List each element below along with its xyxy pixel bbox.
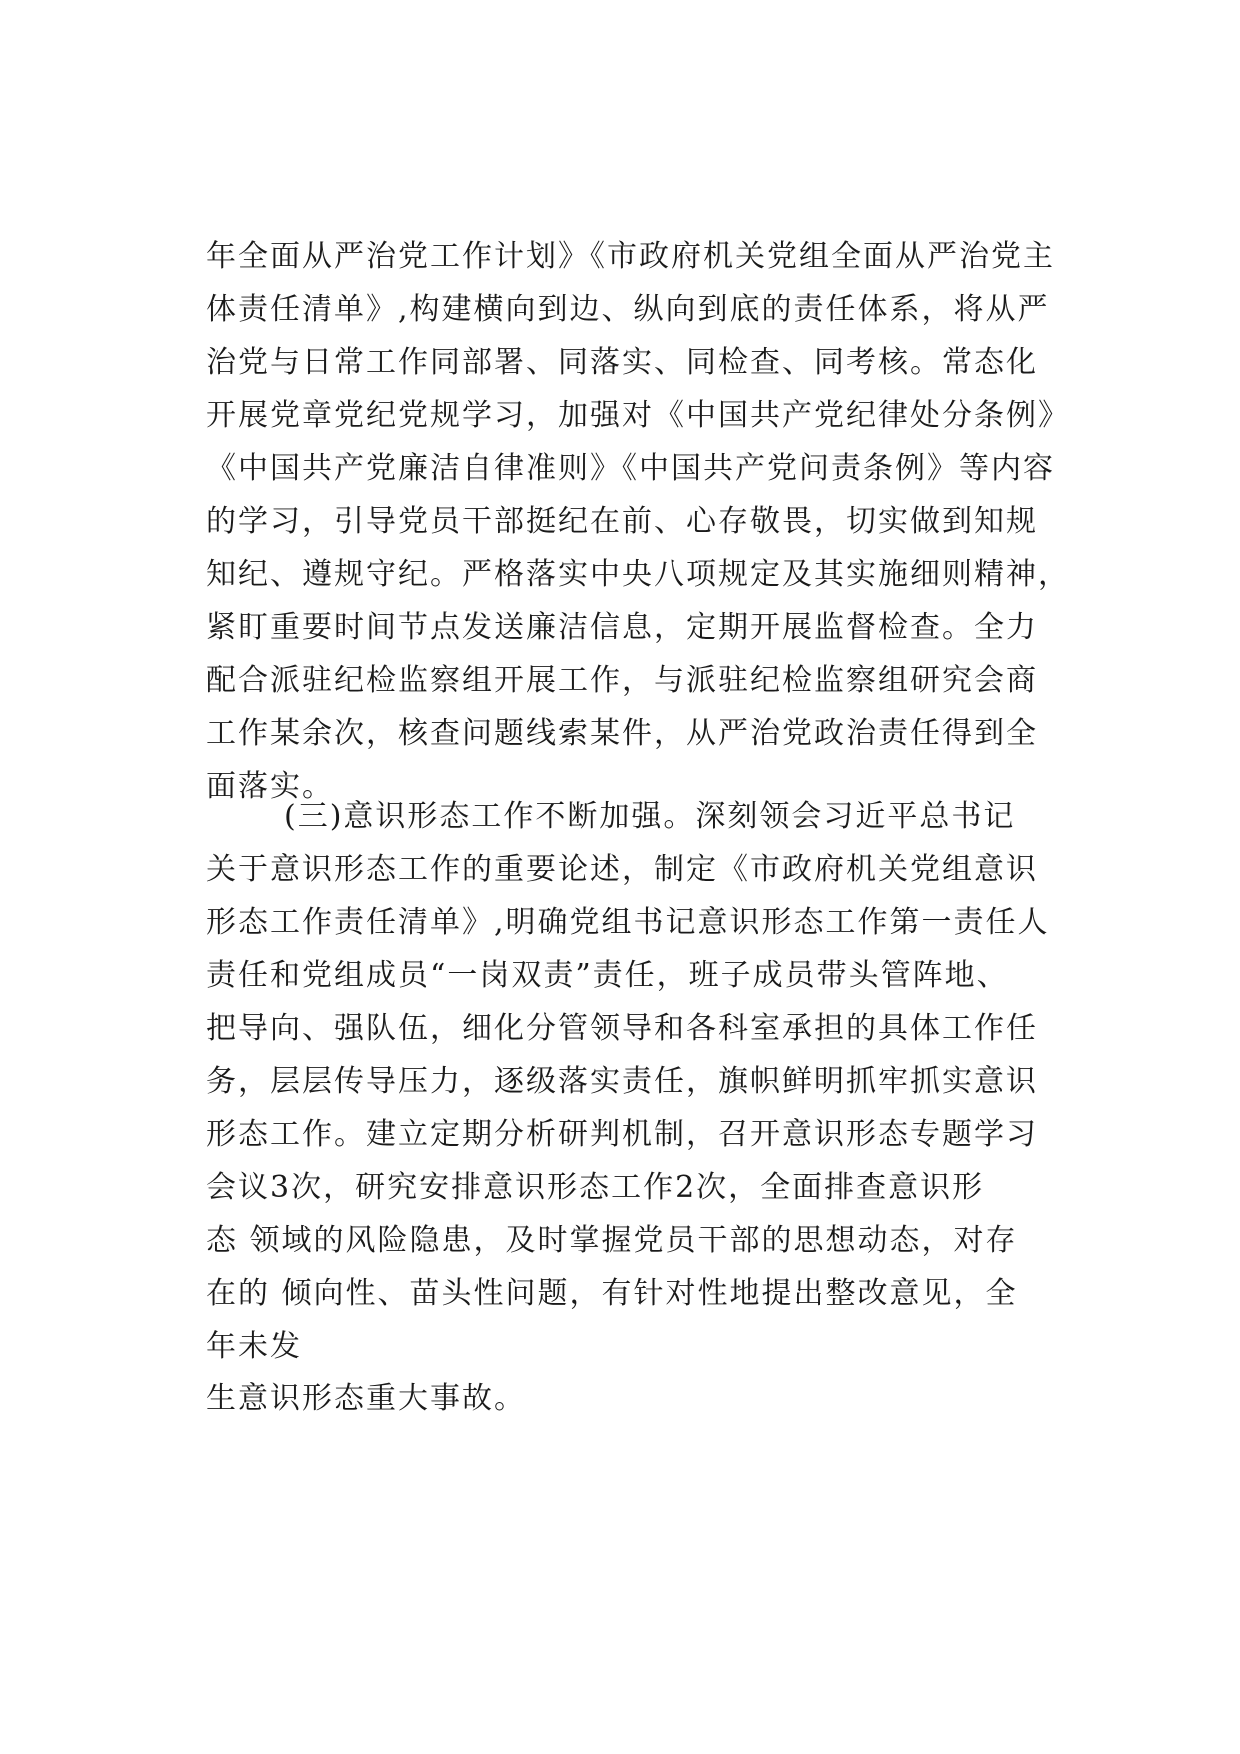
text-line: 责任和党组成员“一岗双责”责任，班子成员带头管阵地、: [206, 958, 1009, 993]
text-line: 工作某余次，核查问题线索某件，从严治党政治责任得到全: [206, 716, 1038, 751]
text-line: 关于意识形态工作的重要论述，制定《市政府机关党组意识: [206, 852, 1038, 887]
text-line: 年全面从严治党工作计划》《市政府机关党组全面从严治党主: [206, 239, 1055, 274]
text-line: 知纪、遵规守纪。严格落实中央八项规定及其实施细则精神，: [206, 557, 1070, 592]
paragraph-ideology-work-ending: [206, 1372, 1086, 1425]
text-line: 面落实。: [206, 769, 334, 804]
text-line: 体责任清单》,构建横向到边、纵向到底的责任体系，将从严: [206, 292, 1050, 327]
text-line: 把导向、强队伍，细化分管领导和各科室承担的具体工作任: [206, 1011, 1038, 1046]
section-heading-line: (三)意识形态工作不断加强。深刻领会习近平总书记: [284, 799, 1016, 834]
text-line: 务，层层传导压力，逐级落实责任，旗帜鲜明抓牢抓实意识: [206, 1064, 1038, 1099]
text-line: 形态工作。建立定期分析研判机制，召开意识形态专题学习: [206, 1117, 1038, 1152]
text-line: 《中国共产党廉洁自律准则》《中国共产党问责条例》等内容: [206, 451, 1055, 486]
text-line: 会议3次，研究安排意识形态工作2次，全面排查意识形: [206, 1170, 985, 1205]
text-line: 开展党章党纪党规学习，加强对《中国共产党纪律处分条例》: [206, 398, 1070, 433]
text-line: 紧盯重要时间节点发送廉洁信息，定期开展监督检查。全力: [206, 610, 1038, 645]
text-line: 态 领域的风险隐患，及时掌握党员干部的思想动态，对存: [206, 1223, 1018, 1258]
text-line: 治党与日常工作同部署、同落实、同检查、同考核。常态化: [206, 345, 1038, 380]
text-line: 形态工作责任清单》,明确党组书记意识形态工作第一责任人: [206, 905, 1050, 940]
text-line: 年未发: [206, 1329, 302, 1364]
text-line: 配合派驻纪检监察组开展工作，与派驻纪检监察组研究会商: [206, 663, 1038, 698]
text-line: 的学习，引导党员干部挺纪在前、心存敬畏，切实做到知规: [206, 504, 1038, 539]
paragraph-strict-party-governance: [206, 230, 1086, 813]
text-line: 在的 倾向性、苗头性问题，有针对性地提出整改意见，全: [206, 1276, 1018, 1311]
paragraph-ideology-work: [206, 790, 1086, 1373]
text-line: 生意识形态重大事故。: [206, 1381, 526, 1416]
